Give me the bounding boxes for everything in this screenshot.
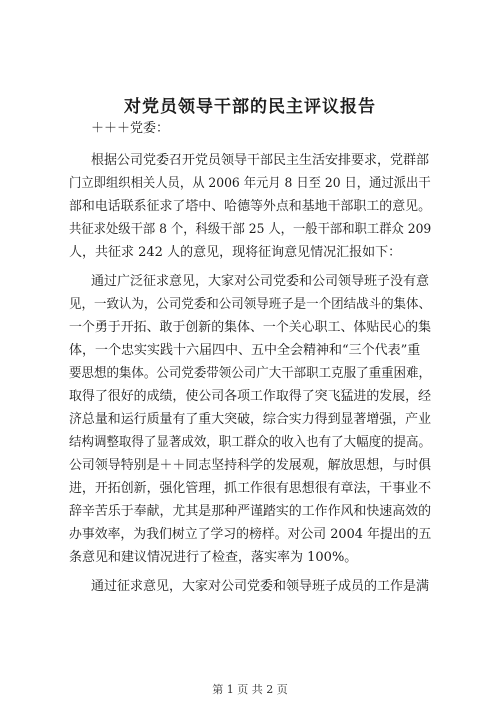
body-line: 公司领导特别是＋＋同志坚持科学的发展观，解放思想，与时俱 (69, 458, 432, 473)
body-line: 一个勇于开拓、敢于创新的集体、一个关心职工、体贴民心的集 (69, 320, 432, 335)
body-line: 门立即组织相关人员，从 2006 年元月 8 日至 20 日，通过派出干 (69, 176, 431, 191)
body-line: 辞辛苦乐于奉献，尤其是那种严谨踏实的工作作风和快速高效的 (69, 504, 432, 519)
body-line: 要思想的集体。公司党委带领公司广大干部职工克服了重重困难， (69, 366, 432, 381)
page-number: 第 1 页 共 2 页 (212, 683, 288, 696)
body-line: 共征求处级干部 8 个，科级干部 25 人，一般干部和职工群众 209 (69, 222, 432, 237)
body-line: 办事效率，为我们树立了学习的榜样。对公司 2004 年提出的五 (69, 527, 432, 542)
body-line: 部和电话联系征求了塔中、哈德等外点和基地干部职工的意见。 (69, 199, 432, 214)
salutation: ＋＋＋党委： (91, 121, 170, 136)
body-line: 结构调整取得了显著成效，职工群众的收入也有了大幅度的提高。 (69, 435, 432, 450)
body-line: 通过广泛征求意见，大家对公司党委和公司领导班子没有意 (91, 274, 430, 289)
body-line: 人，共征求 242 人的意见，现将征询意见情况汇报如下： (69, 245, 402, 260)
body-line: 体，一个忠实实践十六届四中、五中全会精神和“三个代表”重 (69, 343, 421, 358)
body-line: 通过征求意见，大家对公司党委和领导班子成员的工作是满 (91, 579, 430, 594)
body-line: 济总量和运行质量有了重大突破，综合实力得到显著增强，产业 (69, 412, 432, 427)
body-line: 取得了很好的成绩，使公司各项工作取得了突飞猛进的发展，经 (69, 389, 432, 404)
document-title: 对党员领导干部的民主评议报告 (124, 97, 376, 117)
body-line: 根据公司党委召开党员领导干部民主生活安排要求，党群部 (91, 153, 430, 168)
body-line: 条意见和建议情况进行了检查，落实率为 100%。 (69, 550, 358, 565)
body-line: 见，一致认为，公司党委和公司领导班子是一个团结战斗的集体、 (69, 297, 432, 312)
body-line: 进，开拓创新，强化管理，抓工作很有思想很有章法，干事业不 (69, 481, 432, 496)
